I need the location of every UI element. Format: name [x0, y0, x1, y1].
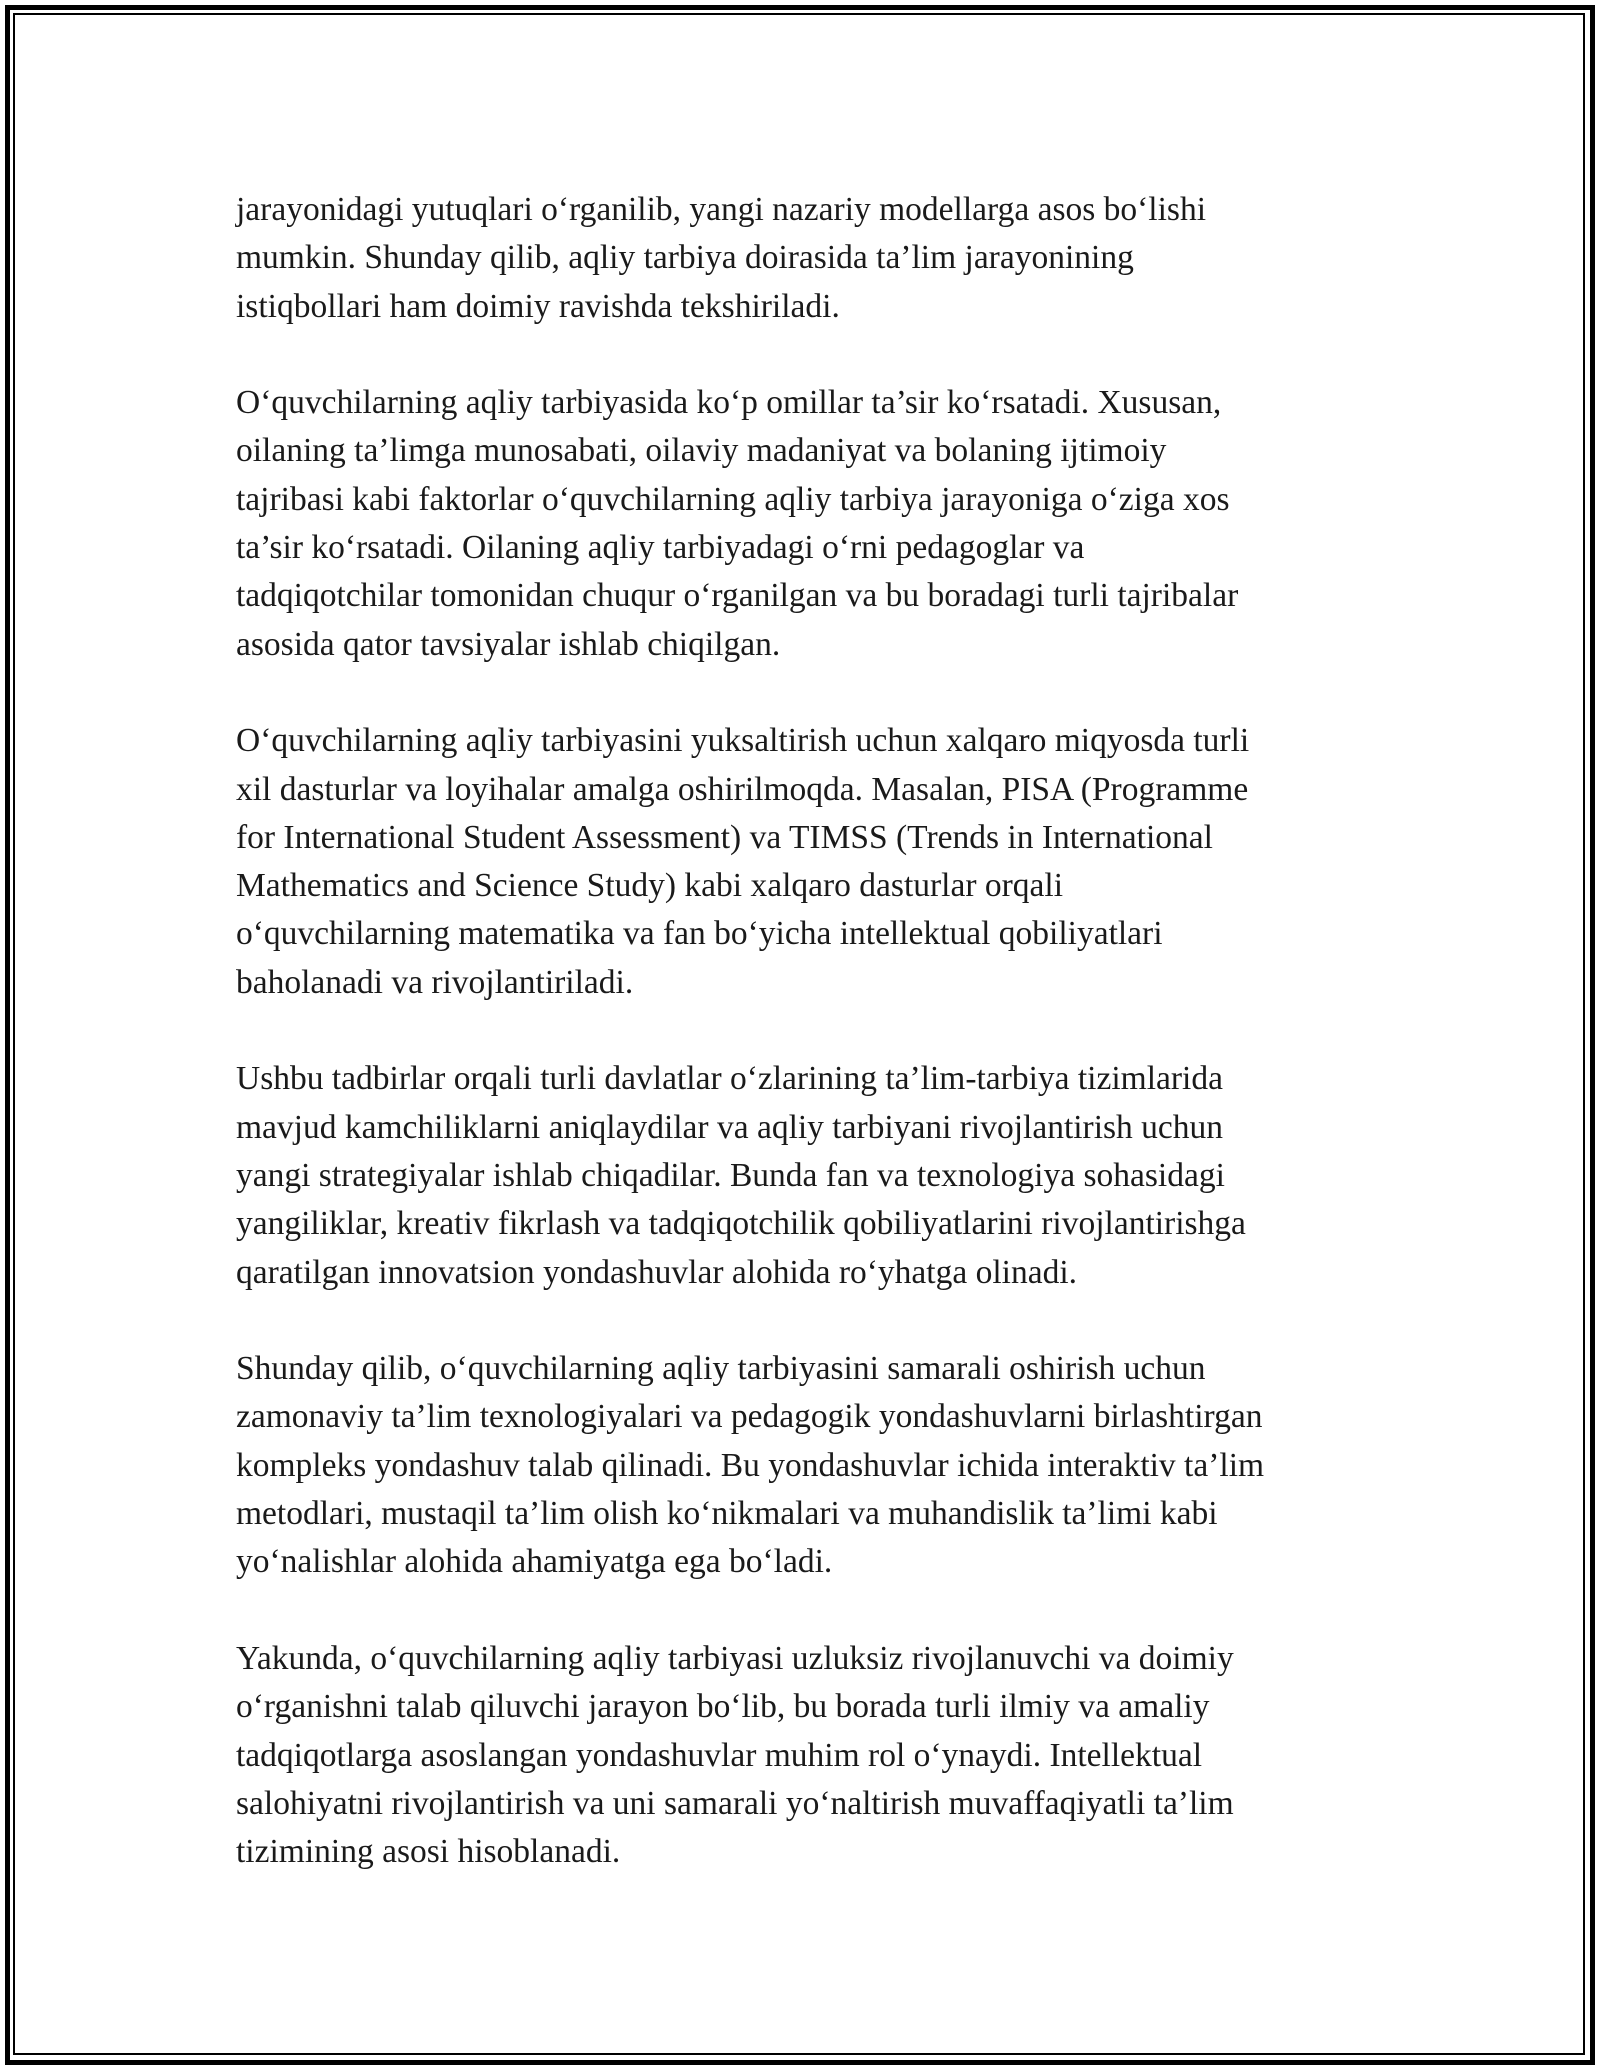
text-line: oilaning ta’limga munosabati, oilaviy madaniyat va bolaning ijtimoiy: [236, 432, 1167, 470]
text-line: tadqiqotlarga asoslangan yondashuvlar muhim rol o‘ynaydi. Intellektual: [236, 1736, 1203, 1774]
text-line: ta’sir ko‘rsatadi. Oilaning aqliy tarbiyadagi o‘rni pedagoglar va: [236, 529, 1085, 567]
text-line: O‘quvchilarning aqliy tarbiyasini yuksaltirish uchun xalqaro miqyosda turli: [236, 722, 1250, 760]
text-line: baholanadi va rivojlantiriladi.: [236, 963, 634, 1001]
text-line: qaratilgan innovatsion yondashuvlar alohida ro‘yhatga olinadi.: [236, 1253, 1078, 1291]
text-line: yangiliklar, kreativ fikrlash va tadqiqotchilik qobiliyatlarini rivojlantirishga: [236, 1205, 1246, 1243]
text-line: yangi strategiyalar ishlab chiqadilar. Bunda fan va texnologiya sohasidagi: [236, 1156, 1225, 1194]
text-line: o‘quvchilarning matematika va fan bo‘yicha intellektual qobiliyatlari: [236, 915, 1163, 953]
text-line: yo‘nalishlar alohida ahamiyatga ega bo‘ladi.: [236, 1543, 833, 1581]
text-line: O‘quvchilarning aqliy tarbiyasida ko‘p omillar ta’sir ko‘rsatadi. Xususan,: [236, 384, 1222, 422]
paragraph-6: [236, 1635, 1376, 1876]
paragraph-4: [236, 1055, 1376, 1296]
text-line: tajribasi kabi faktorlar o‘quvchilarning aqliy tarbiya jarayoniga o‘ziga xos: [236, 480, 1230, 518]
text-line: salohiyatni rivojlantirish va uni samarali yo‘naltirish muvaffaqiyatli ta’lim: [236, 1784, 1234, 1822]
document-body: [236, 186, 1376, 1925]
paragraph-5: [236, 1345, 1376, 1586]
text-line: tizimining asosi hisoblanadi.: [236, 1833, 621, 1871]
text-line: istiqbollari ham doimiy ravishda tekshiriladi.: [236, 287, 840, 325]
text-line: Ushbu tadbirlar orqali turli davlatlar o‘zlarining ta’lim-tarbiya tizimlarida: [236, 1060, 1223, 1098]
text-line: metodlari, mustaqil ta’lim olish ko‘nikmalari va muhandislik ta’limi kabi: [236, 1495, 1218, 1533]
text-line: asosida qator tavsiyalar ishlab chiqilgan.: [236, 625, 781, 663]
text-line: Shunday qilib, o‘quvchilarning aqliy tarbiyasini samarali oshirish uchun: [236, 1350, 1206, 1388]
paragraph-3: [236, 717, 1376, 1007]
text-line: mavjud kamchiliklarni aniqlaydilar va aqliy tarbiyani rivojlantirish uchun: [236, 1108, 1224, 1146]
text-line: mumkin. Shunday qilib, aqliy tarbiya doirasida ta’lim jarayonining: [236, 239, 1134, 277]
paragraph-1: [236, 186, 1376, 331]
text-line: kompleks yondashuv talab qilinadi. Bu yondashuvlar ichida interaktiv ta’lim: [236, 1446, 1265, 1484]
text-line: Yakunda, o‘quvchilarning aqliy tarbiyasi uzluksiz rivojlanuvchi va doimiy: [236, 1639, 1234, 1677]
text-line: jarayonidagi yutuqlari o‘rganilib, yangi nazariy modellarga asos bo‘lishi: [236, 191, 1207, 228]
text-line: Mathematics and Science Study) kabi xalqaro dasturlar orqali: [236, 867, 1063, 905]
paragraph-2: [236, 379, 1376, 669]
text-line: o‘rganishni talab qiluvchi jarayon bo‘lib, bu borada turli ilmiy va amaliy: [236, 1688, 1210, 1726]
text-line: zamonaviy ta’lim texnologiyalari va pedagogik yondashuvlarni birlashtirgan: [236, 1398, 1263, 1436]
text-line: xil dasturlar va loyihalar amalga oshirilmoqda. Masalan, PISA (Programme: [236, 770, 1249, 808]
text-line: tadqiqotchilar tomonidan chuqur o‘rganilgan va bu boradagi turli tajribalar: [236, 577, 1239, 615]
text-line: for International Student Assessment) va TIMSS (Trends in International: [236, 818, 1213, 856]
